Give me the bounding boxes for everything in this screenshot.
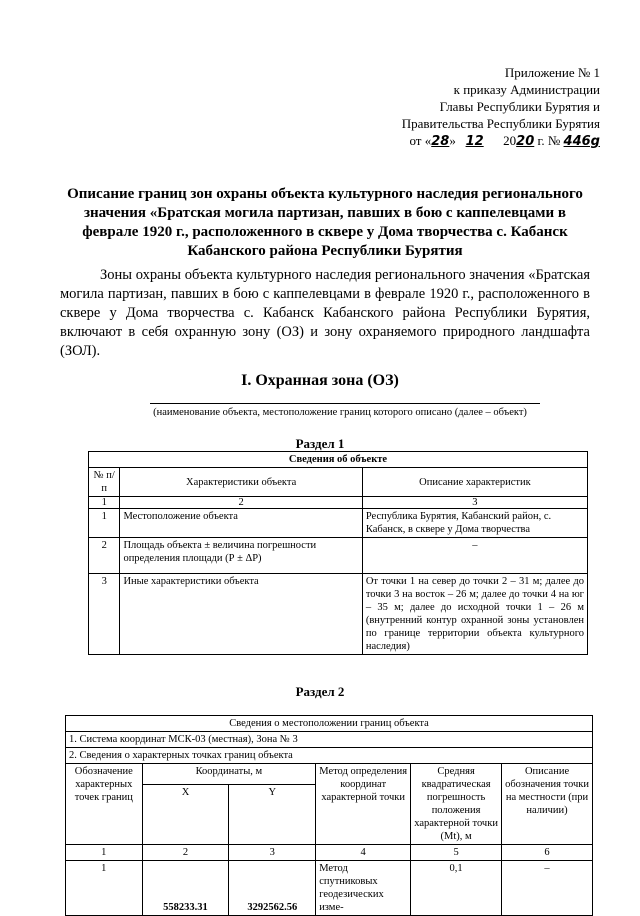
points-caption: 2. Сведения о характерных точках границ объекта [66,748,593,764]
col-header-description: Описание обозначения точки на местности (при наличии) [502,764,593,845]
object-info-table [88,451,588,655]
boundary-points-table [65,715,593,916]
col-number: 1 [89,497,120,509]
appendix-block [402,64,600,150]
appendix-line-2: к приказу Администрации [453,82,600,97]
intro-paragraph: Зоны охраны объекта культурного наследия регионального значения «Братская могила партизан, павших в бою с каппелевцами в феврале 1920 г., расположенного в сквере у Дома творчества с. Кабанск Кабанского района Республики Бурятия, включают в себя охранную зону (ОЗ) и зону охраняемого природного ландшафта (ЗОЛ). [60,267,590,359]
col-header-y: Y [229,785,316,845]
table-caption: Сведения о местоположении границ объекта [66,716,593,732]
razdel-2-title: Раздел 2 [295,684,345,699]
table-row: 3 Иные характеристики объекта От точки 1 на север до точки 2 – 31 м; далее до точки 3 на восток – 26 м; далее до точки 4 на юг – 35 м; далее до исходной точки 1 – 26 м (внутренний контур охранной зоны установлен по границе территории объекта культурного наследия) [89,574,588,655]
col-number: 4 [316,845,411,861]
col-header-description: Описание характеристик [362,468,587,497]
appendix-line-1: Приложение № 1 [504,65,600,80]
appendix-line-4: Правительства Республики Бурятия [401,116,600,131]
razdel-1-title: Раздел 1 [295,436,345,451]
appendix-year: 20 [516,134,535,149]
col-number: 3 [362,497,587,509]
col-number: 6 [502,845,593,861]
section-1-heading: I. Охранная зона (ОЗ) [241,372,399,389]
col-number: 1 [66,845,143,861]
col-number: 3 [229,845,316,861]
object-name-line [150,403,540,404]
col-number: 2 [142,845,229,861]
col-number: 5 [411,845,502,861]
table-caption: Сведения об объекте [89,452,588,468]
appendix-date-line: от «28» 12 2020 г. № 446g [409,133,600,149]
appendix-number: 446g [563,134,600,149]
appendix-line-3: Главы Республики Бурятия и [439,99,600,114]
object-caption: (наименование объекта, местоположение границ которого описано (далее – объект) [153,407,527,418]
appendix-day: 28 [431,134,450,149]
col-header-method: Метод определения координат характерной точки [316,764,411,845]
coordinate-system: 1. Система координат МСК-03 (местная), Зона № 3 [66,732,593,748]
appendix-month: 12 [465,134,484,149]
col-number: 2 [120,497,362,509]
table-row: 1 Местоположение объекта Республика Бурятия, Кабанский район, с. Кабанск, в сквере у Дома творчества [89,509,588,538]
col-header-coords: Координаты, м [142,764,316,785]
document-title: Описание границ зон охраны объекта культурного наследия регионального значения «Братская могила партизан, павших в бою с каппелевцами в феврале 1920 г., расположенного в сквере у Дома творчества с. Кабанск Кабанского района Республики Бурятия [67,186,583,259]
table-row: 1 558233.31 3292562.56 Метод спутниковых геодезических изме- 0,1 – [66,861,593,916]
col-header-designation: Обозначение характерных точек границ [66,764,143,845]
col-header-characteristic: Характеристики объекта [120,468,362,497]
col-header-x: X [142,785,229,845]
table-row: 2 Площадь объекта ± величина погрешности определения площади (Р ± ΔР) – [89,538,588,574]
col-header-number: № п/п [89,468,120,497]
col-header-error: Средняя квадратическая погрешность положения характерной точки (Mt), м [411,764,502,845]
